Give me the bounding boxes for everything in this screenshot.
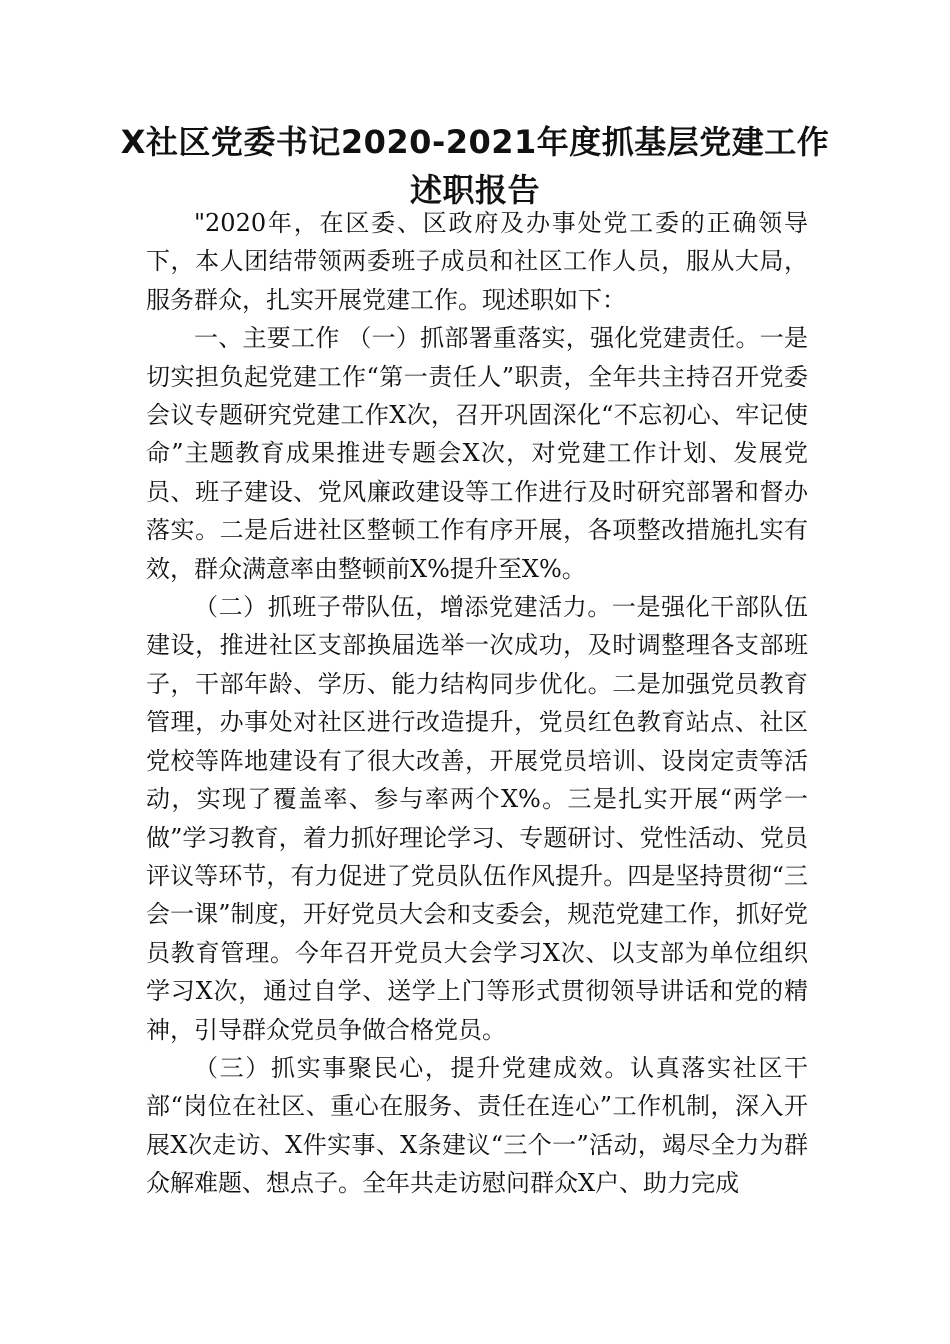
- paragraph-main-work: 一、主要工作 （一）抓部署重落实，强化党建责任。一是切实担负起党建工作“第一责任人”职责，全年共主持召开党委会议专题研究党建工作X次，召开巩固深化“不忘初心、牢记使命”主题教育成果推进专题会X次，对党建工作计划、发展党员、班子建设、党风廉政建设等工作进行及时研究部署和督办落实。二是后进社区整顿工作有序开展，各项整改措施扎实有效，群众满意率由整顿前X%提升至X%。: [146, 324, 808, 583]
- document-body: [146, 204, 808, 1203]
- paragraph-team-building: （二）抓班子带队伍，增添党建活力。一是强化干部队伍建设，推进社区支部换届选举一次成功，及时调整理各支部班子，干部年龄、学历、能力结构同步优化。二是加强党员教育管理，办事处对社区进行改造提升，党员红色教育站点、社区党校等阵地建设有了很大改善，开展党员培训、设岗定责等活动，实现了覆盖率、参与率两个X%。三是扎实开展“两学一做”学习教育，着力抓好理论学习、专题研讨、党性活动、党员评议等环节，有力促进了党员队伍作风提升。四是坚持贯彻“三会一课”制度，开好党员大会和支委会，规范党建工作，抓好党员教育管理。今年召开党员大会学习X次、以支部为单位组织学习X次，通过自学、送学上门等形式贯彻领导讲话和党的精神，引导群众党员争做合格党员。: [146, 593, 808, 1044]
- paragraph-practical-affairs: （三）抓实事聚民心，提升党建成效。认真落实社区干部“岗位在社区、重心在服务、责任在连心”工作机制，深入开展X次走访、X件实事、X条建议“三个一”活动，竭尽全力为群众解难题、想点子。全年共走访慰问群众X户、助力完成: [146, 1053, 808, 1198]
- paragraph-intro: "2020年，在区委、区政府及办事处党工委的正确领导下，本人团结带领两委班子成员和社区工作人员，服从大局，服务群众，扎实开展党建工作。现述职如下：: [146, 209, 808, 314]
- document-title: X社区党委书记2020-2021年度抓基层党建工作述职报告: [120, 123, 830, 209]
